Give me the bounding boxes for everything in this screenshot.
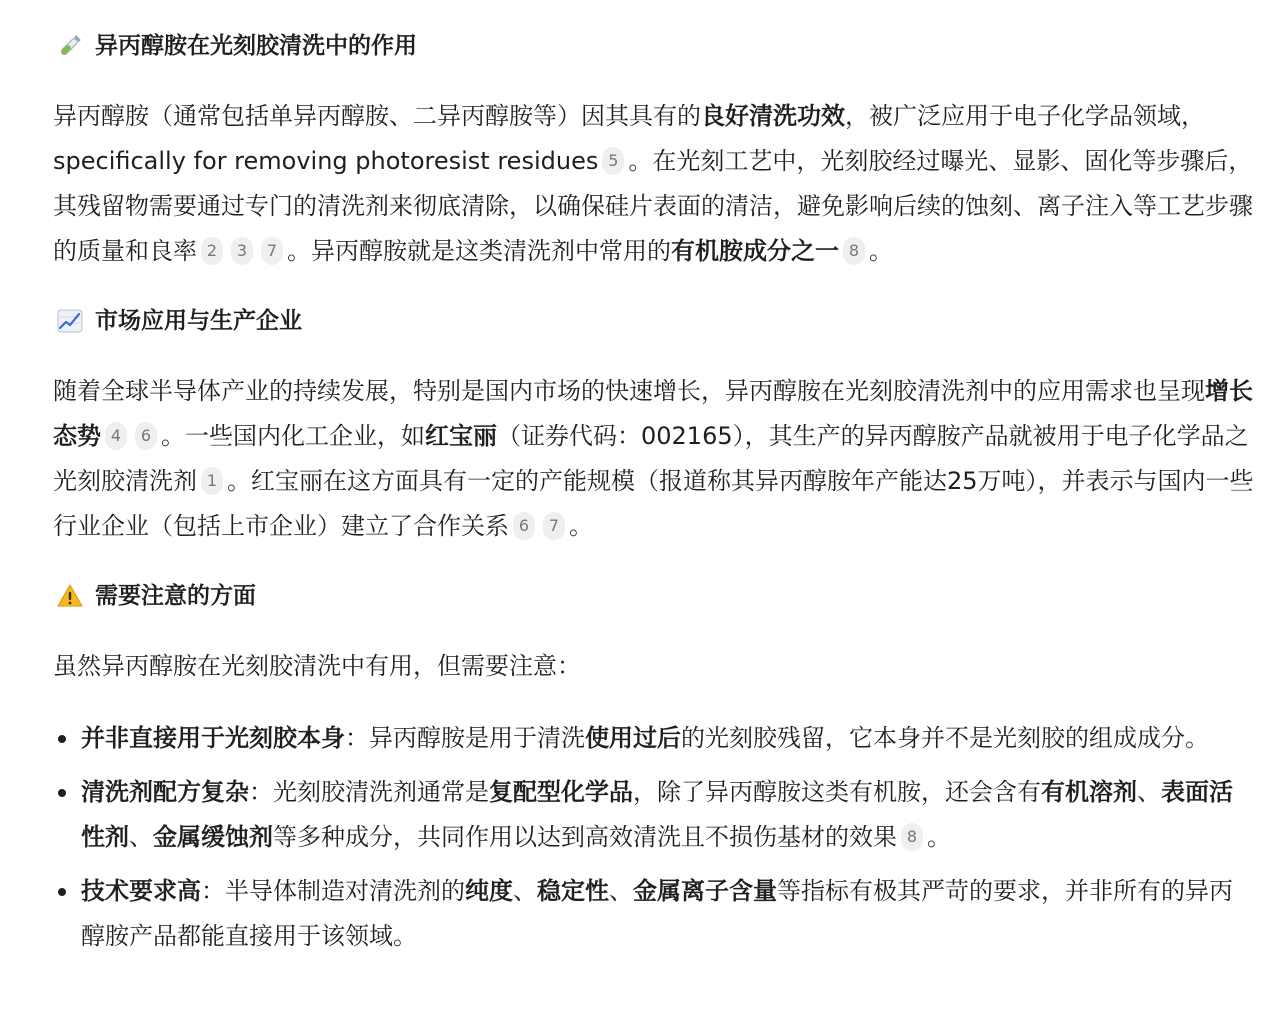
- citation-badge[interactable]: 6: [513, 512, 535, 540]
- citation-badge[interactable]: 7: [543, 512, 565, 540]
- bold-text: 使用过后: [585, 724, 681, 752]
- citation-badge[interactable]: 6: [135, 422, 157, 450]
- text-run: 。一些国内化工企业，如: [161, 422, 425, 450]
- citation-badge[interactable]: 5: [602, 147, 624, 175]
- text-run: 、: [513, 877, 537, 905]
- citation-badge[interactable]: 4: [105, 422, 127, 450]
- bold-text: 增长态势: [53, 377, 1253, 450]
- list-item: [53, 869, 1256, 959]
- bold-text: 稳定性: [537, 877, 609, 905]
- bold-text: 清洗剂配方复杂: [81, 778, 249, 806]
- bold-text: 并非直接用于光刻胶本身: [81, 724, 345, 752]
- citation-badge[interactable]: 1: [201, 467, 223, 495]
- text-run: 异丙醇胺（通常包括单异丙醇胺、二异丙醇胺等）因其具有的: [53, 102, 701, 130]
- bold-text: 红宝丽: [425, 422, 497, 450]
- section-title: 异丙醇胺在光刻胶清洗中的作用: [95, 33, 417, 59]
- text-run: 的光刻胶残留，它本身并不是光刻胶的组成成分。: [681, 724, 1209, 752]
- bold-text: 有机胺成分之一: [671, 237, 839, 265]
- section-paragraph: [53, 94, 1256, 274]
- test-tube-icon: [55, 31, 85, 61]
- bold-text: 金属离子含量: [633, 877, 777, 905]
- bold-text: 表面活性剂: [81, 778, 1233, 851]
- text-run: 等指标有极其严苛的要求，并非所有的异丙醇胺产品都能直接用于该领域。: [81, 877, 1233, 950]
- bold-text: 有机溶剂: [1041, 778, 1137, 806]
- citation-badge[interactable]: 2: [201, 237, 223, 265]
- text-run: 随着全球半导体产业的持续发展，特别是国内市场的快速增长，异丙醇胺在光刻胶清洗剂中的应用需求也呈现: [53, 377, 1205, 405]
- bold-text: 金属缓蚀剂: [153, 823, 273, 851]
- section-paragraph: [53, 369, 1256, 549]
- text-run: （证券代码：002165），其生产的异丙醇胺产品就被用于电子化学品之光刻胶清洗剂: [53, 422, 1249, 495]
- list-item: [53, 716, 1256, 761]
- text-run: 。异丙醇胺就是这类清洗剂中常用的: [287, 237, 671, 265]
- text-run: 。: [869, 237, 893, 265]
- citation-badge[interactable]: 8: [843, 237, 865, 265]
- warning-icon: [55, 581, 85, 611]
- list-item: [53, 770, 1256, 860]
- section-heading-market: [53, 301, 1256, 341]
- text-run: 。: [927, 823, 951, 851]
- text-run: 、: [609, 877, 633, 905]
- section-title: 市场应用与生产企业: [95, 308, 302, 334]
- citation-badge[interactable]: 8: [901, 823, 923, 851]
- text-run: 。在光刻工艺中，光刻胶经过曝光、显影、固化等步骤后，其残留物需要通过专门的清洗剂来彻底清除，以确保硅片表面的清洁，避免影响后续的蚀刻、离子注入等工艺步骤的质量和良率: [53, 147, 1253, 265]
- text-run: 等多种成分，共同作用以达到高效清洗且不损伤基材的效果: [273, 823, 897, 851]
- text-run: ，被广泛应用于电子化学品领域， specifically for removing photoresist residues: [53, 102, 1205, 175]
- text-run: ：半导体制造对清洗剂的: [201, 877, 465, 905]
- section-paragraph: [53, 644, 1256, 689]
- text-run: ：光刻胶清洗剂通常是: [249, 778, 489, 806]
- text-run: ，除了异丙醇胺这类有机胺，还会含有: [633, 778, 1041, 806]
- bold-text: 复配型化学品: [489, 778, 633, 806]
- notes-list: [53, 716, 1256, 959]
- text-run: 虽然异丙醇胺在光刻胶清洗中有用，但需要注意：: [53, 652, 581, 680]
- section-heading-role: [53, 26, 1256, 66]
- text-run: 。: [569, 512, 593, 540]
- citation-badge[interactable]: 7: [261, 237, 283, 265]
- bold-text: 良好清洗功效: [701, 102, 845, 130]
- text-run: 、: [1137, 778, 1161, 806]
- bold-text: 纯度: [465, 877, 513, 905]
- citation-badge[interactable]: 3: [231, 237, 253, 265]
- chart-increasing-icon: [55, 306, 85, 336]
- section-heading-notes: [53, 576, 1256, 616]
- text-run: 。红宝丽在这方面具有一定的产能规模（报道称其异丙醇胺年产能达25万吨），并表示与国内一些行业企业（包括上市企业）建立了合作关系: [53, 467, 1254, 540]
- text-run: 、: [129, 823, 153, 851]
- bold-text: 技术要求高: [81, 877, 201, 905]
- section-title: 需要注意的方面: [95, 583, 256, 609]
- text-run: ：异丙醇胺是用于清洗: [345, 724, 585, 752]
